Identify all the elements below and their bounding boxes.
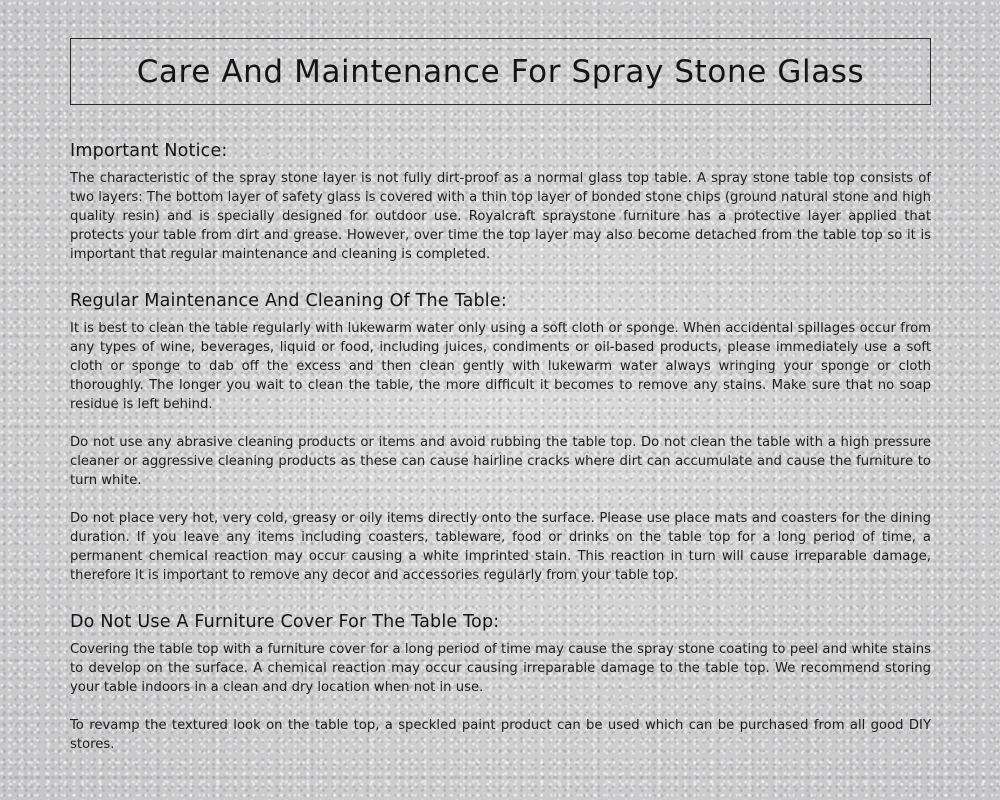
section-heading: Important Notice:	[70, 141, 228, 161]
paragraph: Covering the table top with a furniture cover for a long period of time may cause the spray stone coating to peel and white stains to develop on the surface. A chemical reaction may occur causing irreparable damage to the table top. We recommend storing your table indoors in a clean and dry location when not in use.	[70, 642, 931, 695]
section-important-notice	[70, 141, 931, 264]
section-regular-maintenance	[70, 291, 931, 585]
section-furniture-cover	[70, 612, 931, 754]
paragraph: To revamp the textured look on the table top, a speckled paint product can be used which can be purchased from all good DIY stores.	[70, 718, 931, 752]
paragraph: The characteristic of the spray stone layer is not fully dirt-proof as a normal glass top table. A spray stone table top consists of two layers: The bottom layer of safety glass is covered with a thin top layer of bonded stone chips (ground natural stone and high quality resin) and is specially designed for outdoor use. Royalcraft spraystone furniture has a protective layer applied that protects your table from dirt and grease. However, over time the top layer may also become detached from the table top so it is important that regular maintenance and cleaning is completed.	[70, 171, 931, 262]
title-box	[70, 38, 931, 105]
section-heading: Do Not Use A Furniture Cover For The Table Top:	[70, 612, 500, 632]
paragraph: It is best to clean the table regularly with lukewarm water only using a soft cloth or sponge. When accidental spillages occur from any types of wine, beverages, liquid or food, including juices, condiments or oil-based products, please immediately use a soft cloth or sponge to dab off the excess and then clean gently with lukewarm water always wringing your sponge or cloth thoroughly. The longer you wait to clean the table, the more difficult it becomes to remove any stains. Make sure that no soap residue is left behind.	[70, 321, 931, 412]
paragraph: Do not use any abrasive cleaning products or items and avoid rubbing the table top. Do not clean the table with a high pressure cleaner or aggressive cleaning products as these can cause hairline cracks where dirt can accumulate and cause the furniture to turn white.	[70, 435, 931, 488]
page-title: Care And Maintenance For Spray Stone Glass	[136, 53, 865, 90]
section-heading: Regular Maintenance And Cleaning Of The Table:	[70, 291, 507, 311]
paragraph: Do not place very hot, very cold, greasy or oily items directly onto the surface. Please use place mats and coasters for the dining duration. If you leave any items including coasters, tableware, food or drinks on the table top for a long period of time, a permanent chemical reaction may occur causing a white imprinted stain. This reaction in turn will cause irreparable damage, therefore it is important to remove any decor and accessories regularly from your table top.	[70, 511, 931, 583]
care-document	[70, 38, 931, 754]
